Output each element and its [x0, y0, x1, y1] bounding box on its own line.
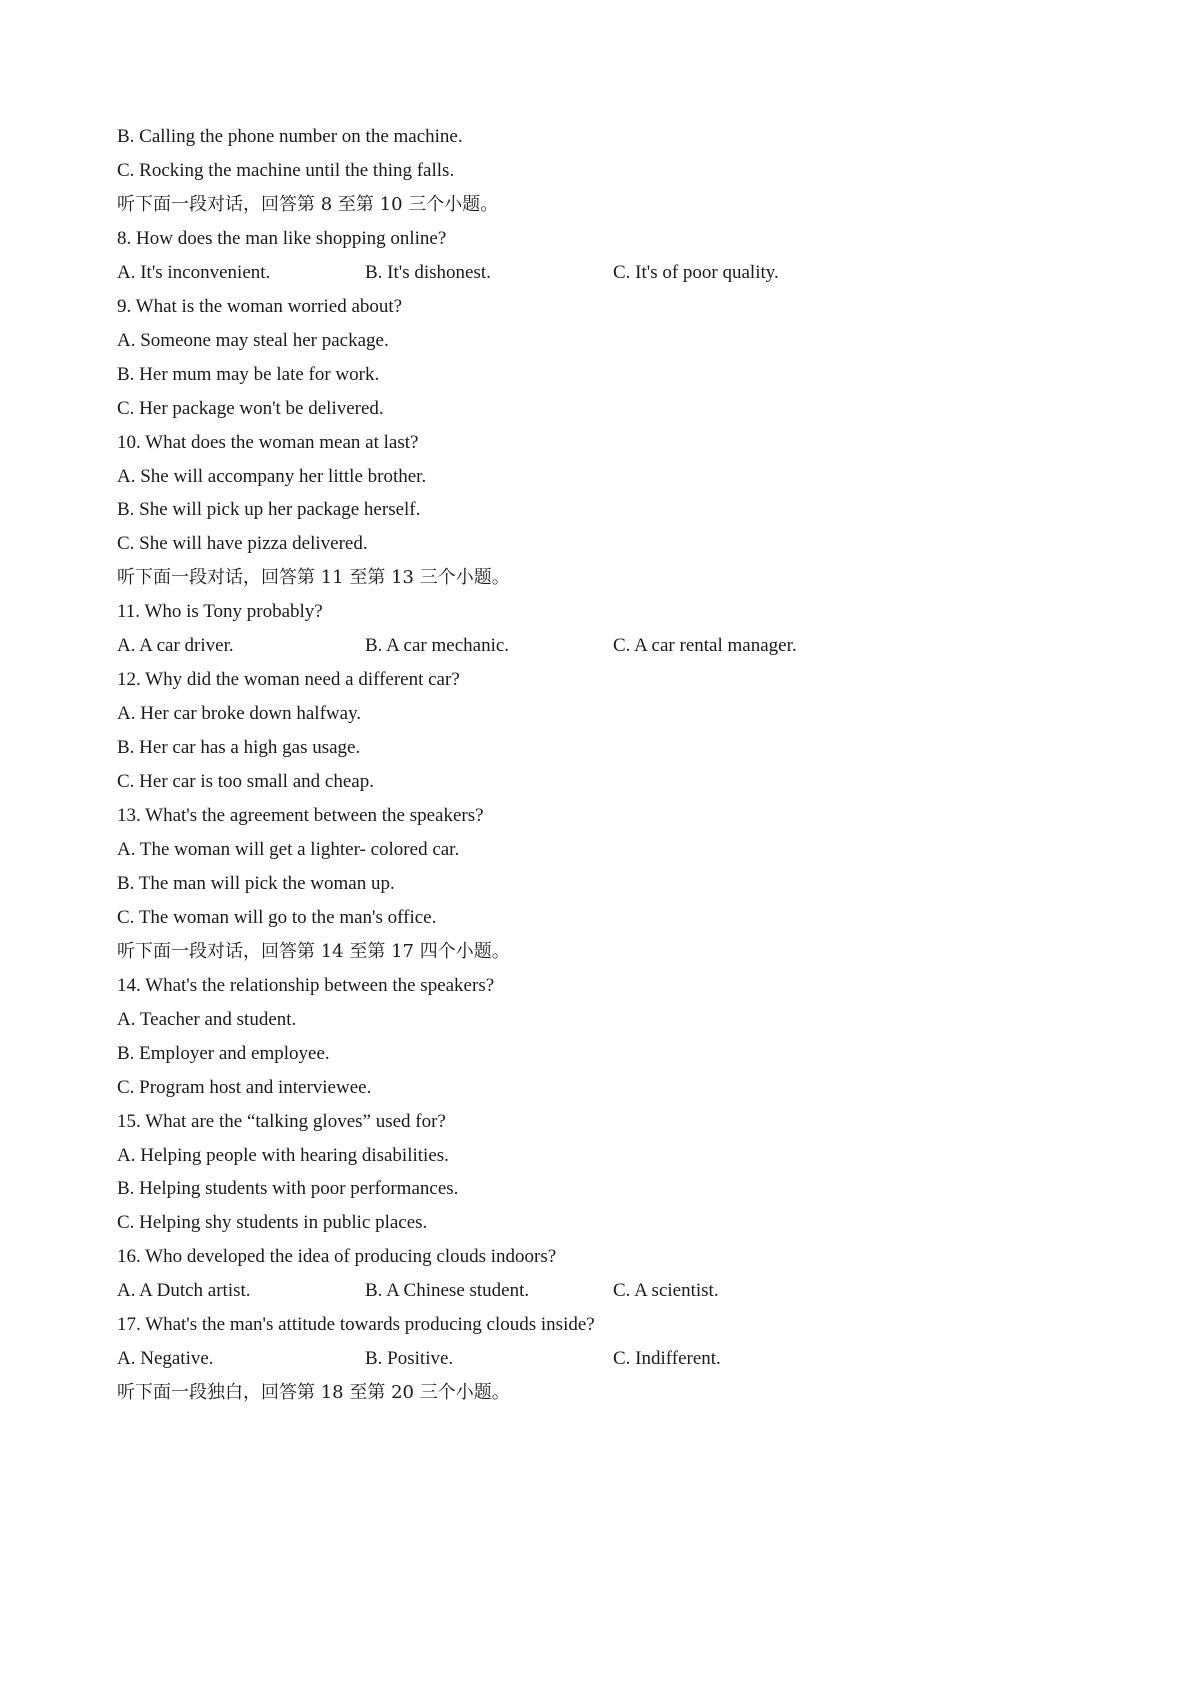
question-line: 12. Why did the woman need a different car? — [117, 669, 460, 691]
question-line: B. Calling the phone number on the machine. — [117, 126, 463, 147]
question-line: 9. What is the woman worried about? — [117, 295, 403, 317]
question-line: C. Rocking the machine until the thing falls. — [117, 159, 455, 181]
question-line: B. The man will pick the woman up. — [117, 872, 395, 894]
option-text: B. It's dishonest. — [365, 261, 491, 283]
question-line: C. Program host and interviewee. — [117, 1076, 372, 1098]
question-line: C. The woman will go to the man's office. — [117, 906, 437, 928]
question-line: C. Her package won't be delivered. — [117, 397, 384, 419]
question-line: C. She will have pizza delivered. — [117, 533, 368, 555]
question-line: C. Helping shy students in public places. — [117, 1212, 428, 1234]
question-line: A. She will accompany her little brother. — [117, 465, 427, 487]
option-text: B. Positive. — [365, 1348, 454, 1370]
question-line: B. Helping students with poor performances. — [117, 1178, 459, 1200]
question-line: 13. What's the agreement between the speakers? — [117, 805, 484, 826]
question-line: 16. Who developed the idea of producing clouds indoors? — [117, 1246, 557, 1268]
question-line: 8. How does the man like shopping online? — [117, 227, 447, 249]
option-text: A. A car driver. — [117, 635, 234, 657]
question-line: B. Employer and employee. — [117, 1042, 330, 1064]
section-instruction: 听下面一段对话，回答第 8 至第 10 三个小题。 — [117, 193, 499, 215]
option-text: A. It's inconvenient. — [117, 261, 271, 283]
option-text: B. A Chinese student. — [365, 1280, 530, 1302]
question-line: 15. What are the “talking gloves” used for? — [117, 1110, 446, 1132]
section-instruction: 听下面一段独白，回答第 18 至第 20 三个小题。 — [117, 1382, 510, 1404]
question-line: 14. What's the relationship between the speakers? — [117, 974, 495, 996]
option-text: A. A Dutch artist. — [117, 1280, 251, 1302]
question-line: B. Her mum may be late for work. — [117, 363, 380, 385]
question-line: A. The woman will get a lighter- colored car. — [117, 838, 460, 860]
section-instruction: 听下面一段对话，回答第 11 至第 13 三个小题。 — [117, 567, 510, 589]
question-line: A. Teacher and student. — [117, 1008, 297, 1030]
question-line: A. Her car broke down halfway. — [117, 703, 362, 725]
section-instruction: 听下面一段对话，回答第 14 至第 17 四个小题。 — [117, 940, 510, 962]
option-text: A. Negative. — [117, 1348, 214, 1370]
question-line: 10. What does the woman mean at last? — [117, 431, 419, 453]
option-text: C. A scientist. — [613, 1280, 719, 1302]
question-line: A. Someone may steal her package. — [117, 329, 389, 351]
question-line: 17. What's the man's attitude towards producing clouds inside? — [117, 1314, 595, 1336]
option-text: C. It's of poor quality. — [613, 261, 779, 283]
option-text: C. Indifferent. — [613, 1348, 721, 1370]
question-line: C. Her car is too small and cheap. — [117, 771, 374, 793]
question-line: 11. Who is Tony probably? — [117, 601, 323, 623]
question-line: B. She will pick up her package herself. — [117, 499, 421, 521]
question-line: B. Her car has a high gas usage. — [117, 737, 361, 759]
option-text: B. A car mechanic. — [365, 635, 510, 657]
option-text: C. A car rental manager. — [613, 635, 797, 657]
question-line: A. Helping people with hearing disabilities. — [117, 1144, 449, 1166]
